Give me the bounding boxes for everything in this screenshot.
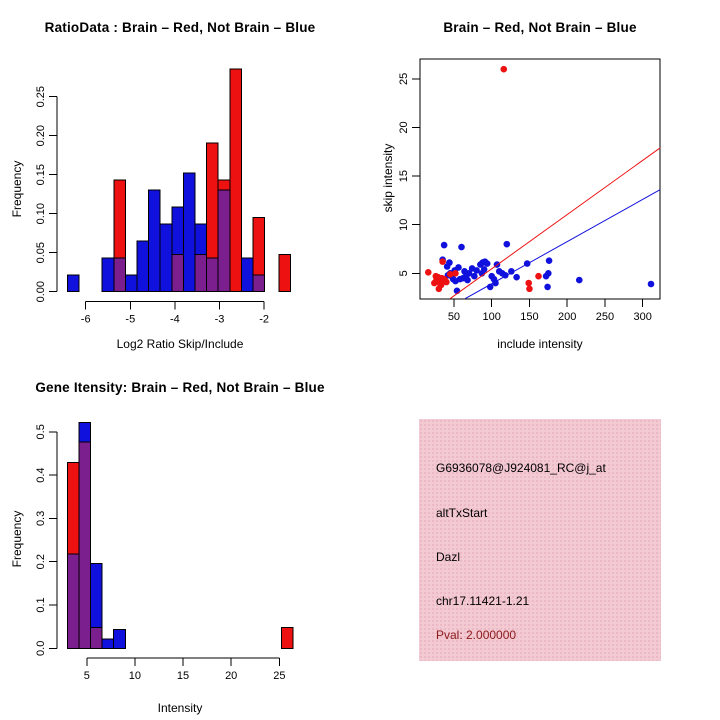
not-brain-point: [471, 273, 478, 280]
brain-bar: [230, 69, 242, 292]
not-brain-bar: [149, 190, 161, 292]
brain-point: [535, 273, 542, 280]
not-brain-bar: [137, 241, 149, 292]
y-tick-label: 25: [398, 72, 410, 86]
y-tick-label: 0.5: [35, 424, 47, 440]
panel-ratio-histogram: [0, 0, 360, 360]
red-regression-line: [450, 148, 660, 299]
y-tick-label: 0.2: [35, 554, 47, 570]
intensity-scatter-ylabel: skip intensity: [381, 143, 395, 213]
not-brain-bar: [114, 629, 126, 648]
y-tick-label: 0.1: [35, 597, 47, 613]
y-tick-label: 0.05: [35, 241, 47, 264]
ratio-histogram-ylabel: Frequency: [10, 160, 24, 218]
y-tick-label: 5: [398, 270, 410, 277]
bars: [67, 422, 292, 648]
y-tick-label: 0.10: [35, 202, 47, 225]
bars: [67, 69, 290, 292]
overlap-bar: [172, 255, 184, 292]
not-brain-point: [458, 244, 465, 251]
not-brain-point: [544, 284, 551, 291]
not-brain-bar: [67, 275, 79, 292]
brain-bar: [207, 143, 219, 258]
not-brain-point: [484, 260, 491, 267]
gene-intensity-histogram-xlabel: Intensity: [157, 701, 203, 715]
pval-text: Pval: 2.000000: [436, 628, 517, 642]
not-brain-bar: [241, 258, 253, 292]
x-tick-label: 50: [447, 311, 461, 323]
x-tick-label: 250: [595, 311, 615, 323]
regression-lines: [450, 148, 660, 299]
points: [425, 66, 654, 294]
not-brain-bar: [183, 173, 195, 292]
probe-id-text: G6936078@J924081_RC@j_at: [436, 461, 606, 475]
panel-gene-intensity-histogram: [0, 360, 360, 720]
x-tick-label: -6: [80, 313, 91, 326]
overlap-bar: [67, 554, 79, 648]
panel-gene-info: [360, 360, 720, 720]
brain-bar: [253, 217, 265, 274]
overlap-bar: [207, 258, 219, 292]
x-tick-label: 25: [273, 670, 286, 682]
brain-bar: [67, 463, 79, 554]
brain-bar: [281, 628, 293, 649]
overlap-bar: [91, 628, 103, 649]
panel-intensity-scatter: [360, 0, 720, 360]
gene-name-text: Dazl: [436, 550, 461, 564]
ratio-histogram-title: RatioData : Brain – Red, Not Brain – Blue: [44, 20, 316, 35]
ratio-histogram-xlabel: Log2 Ratio Skip/Include: [116, 337, 244, 351]
gene-intensity-histogram-ylabel: Frequency: [10, 510, 24, 568]
brain-point: [526, 286, 533, 293]
not-brain-bar: [125, 275, 137, 292]
y-tick-label: 0.4: [35, 467, 47, 483]
not-brain-point: [513, 274, 520, 281]
brain-point: [443, 279, 450, 286]
x-axis: [81, 302, 269, 326]
y-tick-label: 0.25: [35, 85, 47, 108]
x-tick-label: 10: [128, 670, 142, 682]
x-tick-label: 300: [633, 311, 652, 323]
brain-point: [525, 280, 532, 287]
y-tick-label: 15: [398, 169, 410, 183]
brain-bar: [218, 180, 230, 190]
y-tick-label: 20: [398, 121, 410, 134]
not-brain-bar: [160, 224, 172, 292]
overlap-bar: [79, 442, 91, 648]
x-tick-label: 5: [83, 670, 90, 682]
intensity-scatter-title: Brain – Red, Not Brain – Blue: [443, 20, 637, 35]
x-axis: [84, 658, 286, 682]
x-tick-label: 150: [520, 311, 539, 323]
y-axis: [35, 86, 57, 302]
overlap-bar: [195, 255, 207, 292]
x-tick-label: 100: [482, 311, 501, 323]
not-brain-point: [648, 281, 655, 288]
x-tick-label: -5: [125, 313, 136, 326]
gene-intensity-histogram-plot: [0, 360, 360, 720]
brain-point: [500, 66, 507, 73]
not-brain-point: [576, 277, 583, 284]
not-brain-point: [481, 266, 488, 273]
not-brain-point: [504, 241, 511, 248]
y-axis: [35, 424, 57, 656]
y-tick-label: 0.0: [35, 640, 47, 656]
x-tick-label: 15: [176, 670, 190, 682]
brain-bar: [279, 255, 291, 292]
not-brain-point: [545, 270, 552, 277]
not-brain-point: [441, 242, 448, 249]
overlap-bar: [114, 258, 126, 292]
blue-regression-line: [465, 190, 660, 299]
x-tick-label: -4: [170, 313, 180, 326]
not-brain-bar: [195, 224, 207, 255]
x-tick-label: -3: [214, 313, 225, 326]
x-tick-label: 200: [558, 311, 577, 323]
not-brain-point: [464, 277, 471, 284]
not-brain-bar: [79, 422, 91, 442]
overlap-bar: [253, 275, 265, 292]
y-tick-label: 0.3: [35, 510, 47, 527]
x-tick-label: -2: [259, 313, 269, 326]
brain-point: [425, 269, 432, 276]
not-brain-bar: [102, 258, 114, 292]
not-brain-point: [546, 257, 553, 264]
brain-point: [439, 258, 446, 265]
not-brain-point: [446, 259, 453, 266]
not-brain-point: [455, 264, 462, 271]
ratio-histogram-plot: [0, 0, 360, 360]
not-brain-bar: [102, 639, 114, 648]
not-brain-bar: [91, 564, 103, 628]
y-tick-label: 10: [398, 218, 410, 231]
brain-bar: [114, 180, 126, 258]
gene-info-box: [419, 419, 661, 661]
x-tick-label: 20: [225, 670, 238, 682]
locus-text: chr17.11421-1.21: [436, 594, 530, 608]
y-tick-label: 0.20: [35, 124, 47, 147]
y-tick-label: 0.15: [35, 163, 47, 186]
event-type-text: altTxStart: [436, 506, 488, 520]
overlap-bar: [218, 190, 230, 292]
not-brain-bar: [172, 207, 184, 255]
gene-intensity-histogram-title: Gene Itensity: Brain – Red, Not Brain – Blue: [35, 380, 325, 395]
y-tick-label: 0.00: [35, 280, 47, 303]
intensity-scatter-xlabel: include intensity: [497, 337, 583, 351]
brain-point: [452, 270, 459, 277]
intensity-scatter-plot: [360, 0, 720, 360]
